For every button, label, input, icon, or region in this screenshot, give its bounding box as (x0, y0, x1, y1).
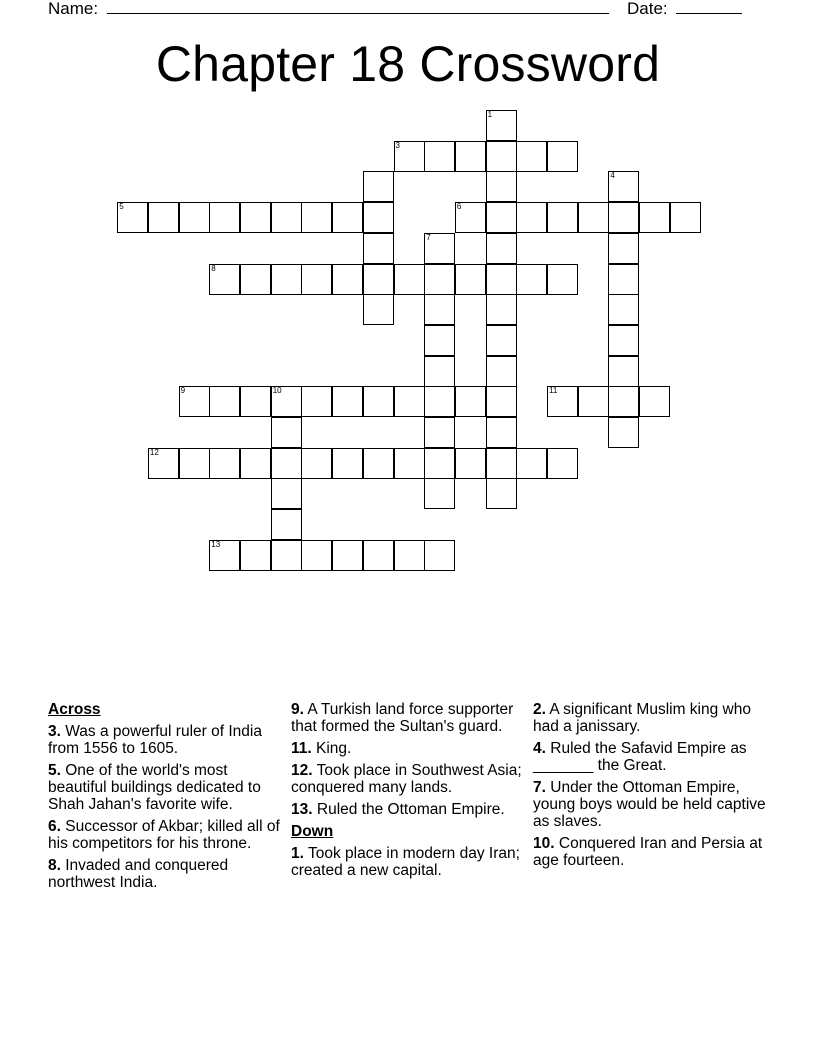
grid-cell[interactable] (240, 202, 271, 233)
clue-number: 1. (291, 845, 304, 862)
clue-across-6 (48, 818, 283, 852)
grid-cell[interactable] (578, 386, 609, 417)
grid-cell[interactable] (301, 202, 332, 233)
cell-number: 6 (456, 202, 462, 212)
grid-cell[interactable] (271, 448, 302, 479)
grid-cell[interactable] (271, 386, 302, 417)
grid-cell[interactable] (608, 386, 639, 417)
grid-cell[interactable] (363, 264, 394, 295)
grid-cell[interactable] (608, 325, 639, 356)
clue-down-1 (291, 845, 526, 879)
clue-number: 13. (291, 801, 313, 818)
grid-cell[interactable] (424, 264, 455, 295)
grid-cell[interactable] (363, 386, 394, 417)
clue-across-13 (291, 801, 526, 818)
grid-cell[interactable] (486, 171, 517, 202)
grid-cell[interactable] (608, 294, 639, 325)
grid-cell[interactable] (547, 448, 578, 479)
grid-cell[interactable] (516, 264, 547, 295)
clue-text: Successor of Akbar; killed all of his competitors for his throne. (48, 818, 280, 852)
grid-cell[interactable] (424, 386, 455, 417)
grid-cell[interactable] (424, 233, 455, 264)
grid-cell[interactable] (271, 509, 302, 540)
clue-text: One of the world's most beautiful buildings dedicated to Shah Jahan's favorite wife. (48, 762, 261, 813)
grid-cell[interactable] (394, 386, 425, 417)
cell-number: 5 (119, 202, 124, 212)
clue-down-7 (533, 779, 773, 830)
grid-cell[interactable] (394, 540, 425, 571)
clue-across-9 (291, 701, 526, 735)
grid-cell[interactable] (332, 264, 363, 295)
grid-cell[interactable] (547, 141, 578, 172)
grid-cell[interactable] (486, 110, 517, 141)
grid-cell[interactable] (608, 356, 639, 387)
grid-cell[interactable] (301, 264, 332, 295)
grid-cell[interactable] (424, 294, 455, 325)
cell-number: 10 (272, 386, 282, 396)
grid-cell[interactable] (455, 264, 486, 295)
grid-cell[interactable] (455, 448, 486, 479)
grid-cell[interactable] (148, 448, 179, 479)
clue-text: Invaded and conquered northwest India. (48, 857, 229, 891)
grid-cell[interactable] (209, 540, 240, 571)
grid-cell[interactable] (424, 478, 455, 509)
cell-number: 13 (211, 539, 221, 549)
grid-cell[interactable] (486, 386, 517, 417)
clue-across-8 (48, 857, 283, 891)
grid-cell[interactable] (486, 325, 517, 356)
grid-cell[interactable] (240, 540, 271, 571)
grid-cell[interactable] (608, 202, 639, 233)
grid-cell[interactable] (117, 202, 148, 233)
grid-cell[interactable] (271, 540, 302, 571)
grid-cell[interactable] (486, 448, 517, 479)
cell-number: 4 (610, 171, 615, 181)
clue-text: Under the Ottoman Empire, young boys would be held captive as slaves. (533, 779, 766, 830)
cell-number: 9 (180, 386, 186, 396)
grid-cell[interactable] (179, 202, 210, 233)
clue-number: 11. (291, 740, 312, 757)
grid-cell[interactable] (486, 202, 517, 233)
grid-cell[interactable] (363, 171, 394, 202)
name-label: Name: (48, 0, 99, 18)
grid-cell[interactable] (424, 540, 455, 571)
clue-text: Ruled the Safavid Empire as _______ the Great. (533, 740, 747, 774)
clue-text: King. (316, 740, 352, 757)
grid-cell[interactable] (608, 264, 639, 295)
cell-number: 11 (549, 386, 558, 396)
grid-cell[interactable] (363, 202, 394, 233)
clue-number: 4. (533, 740, 546, 757)
grid-cell[interactable] (424, 141, 455, 172)
grid-cell[interactable] (394, 141, 425, 172)
grid-cell[interactable] (670, 202, 701, 233)
clue-down-2 (533, 701, 773, 735)
grid-cell[interactable] (516, 141, 547, 172)
cell-number: 3 (395, 140, 400, 150)
grid-cell[interactable] (486, 294, 517, 325)
grid-cell[interactable] (486, 417, 517, 448)
grid-cell[interactable] (455, 141, 486, 172)
grid-cell[interactable] (486, 141, 517, 172)
grid-cell[interactable] (486, 233, 517, 264)
grid-cell[interactable] (547, 202, 578, 233)
grid-cell[interactable] (301, 540, 332, 571)
grid-cell[interactable] (332, 202, 363, 233)
grid-cell[interactable] (455, 202, 486, 233)
grid-cell[interactable] (332, 448, 363, 479)
grid-cell[interactable] (209, 386, 240, 417)
grid-cell[interactable] (608, 417, 639, 448)
clue-number: 9. (291, 701, 304, 718)
clue-text: Conquered Iran and Persia at age fourteen. (533, 835, 763, 869)
clue-down-4 (533, 740, 773, 774)
clue-across-3 (48, 723, 283, 757)
grid-cell[interactable] (394, 448, 425, 479)
clues-column-1 (48, 701, 283, 896)
grid-cell[interactable] (547, 386, 578, 417)
grid-cell[interactable] (301, 448, 332, 479)
cell-number: 8 (211, 263, 216, 273)
grid-cell[interactable] (394, 264, 425, 295)
grid-cell[interactable] (209, 448, 240, 479)
grid-cell[interactable] (455, 386, 486, 417)
grid-cell[interactable] (240, 448, 271, 479)
across-heading: Across (48, 701, 101, 718)
grid-cell[interactable] (271, 478, 302, 509)
clues-column-3 (533, 701, 773, 874)
grid-cell[interactable] (639, 202, 670, 233)
grid-cell[interactable] (516, 448, 547, 479)
grid-cell[interactable] (486, 478, 517, 509)
clue-down-10 (533, 835, 773, 869)
clue-number: 3. (48, 723, 61, 740)
grid-cell[interactable] (424, 356, 455, 387)
clue-number: 10. (533, 835, 555, 852)
grid-cell[interactable] (639, 386, 670, 417)
grid-cell[interactable] (240, 386, 271, 417)
page-title: Chapter 18 Crossword (155, 36, 661, 92)
grid-cell[interactable] (424, 448, 455, 479)
clue-text: Took place in Southwest Asia; conquered many lands. (291, 762, 522, 796)
clue-text: Took place in modern day Iran; created a new capital. (291, 845, 520, 879)
grid-cell[interactable] (363, 294, 394, 325)
clue-text: Was a powerful ruler of India from 1556 to 1605. (48, 723, 262, 757)
grid-cell[interactable] (608, 171, 639, 202)
grid-cell[interactable] (209, 202, 240, 233)
grid-cell[interactable] (301, 386, 332, 417)
clue-across-12 (291, 762, 526, 796)
grid-cell[interactable] (363, 540, 394, 571)
clue-number: 5. (48, 762, 61, 779)
grid-cell[interactable] (516, 202, 547, 233)
clue-number: 12. (291, 762, 313, 779)
grid-cell[interactable] (424, 417, 455, 448)
grid-cell[interactable] (271, 202, 302, 233)
grid-cell[interactable] (271, 264, 302, 295)
clue-number: 8. (48, 857, 61, 874)
grid-cell[interactable] (209, 264, 240, 295)
clue-text: A Turkish land force supporter that formed the Sultan's guard. (291, 701, 514, 735)
grid-cell[interactable] (486, 356, 517, 387)
grid-cell[interactable] (271, 417, 302, 448)
grid-cell[interactable] (148, 202, 179, 233)
clue-number: 7. (533, 779, 546, 796)
clues-column-2 (291, 701, 526, 884)
clue-number: 6. (48, 818, 61, 835)
cell-number: 12 (149, 447, 159, 457)
grid-cell[interactable] (363, 233, 394, 264)
grid-cell[interactable] (240, 264, 271, 295)
grid-cell[interactable] (486, 264, 517, 295)
grid-cell[interactable] (578, 202, 609, 233)
grid-cell[interactable] (608, 233, 639, 264)
grid-cell[interactable] (179, 448, 210, 479)
clue-number: 2. (533, 701, 546, 718)
grid-cell[interactable] (363, 448, 394, 479)
cell-number: 1 (487, 110, 493, 119)
grid-cell[interactable] (424, 325, 455, 356)
cell-number: 7 (426, 232, 431, 242)
clue-text: A significant Muslim king who had a janissary. (533, 701, 751, 735)
grid-cell[interactable] (179, 386, 210, 417)
clue-across-5 (48, 762, 283, 813)
clue-text: Ruled the Ottoman Empire. (316, 801, 505, 818)
clue-across-11 (291, 740, 526, 757)
grid-cell[interactable] (332, 386, 363, 417)
grid-cell[interactable] (547, 264, 578, 295)
grid-cell[interactable] (332, 540, 363, 571)
down-heading: Down (291, 823, 334, 840)
date-label: Date: (627, 0, 668, 18)
